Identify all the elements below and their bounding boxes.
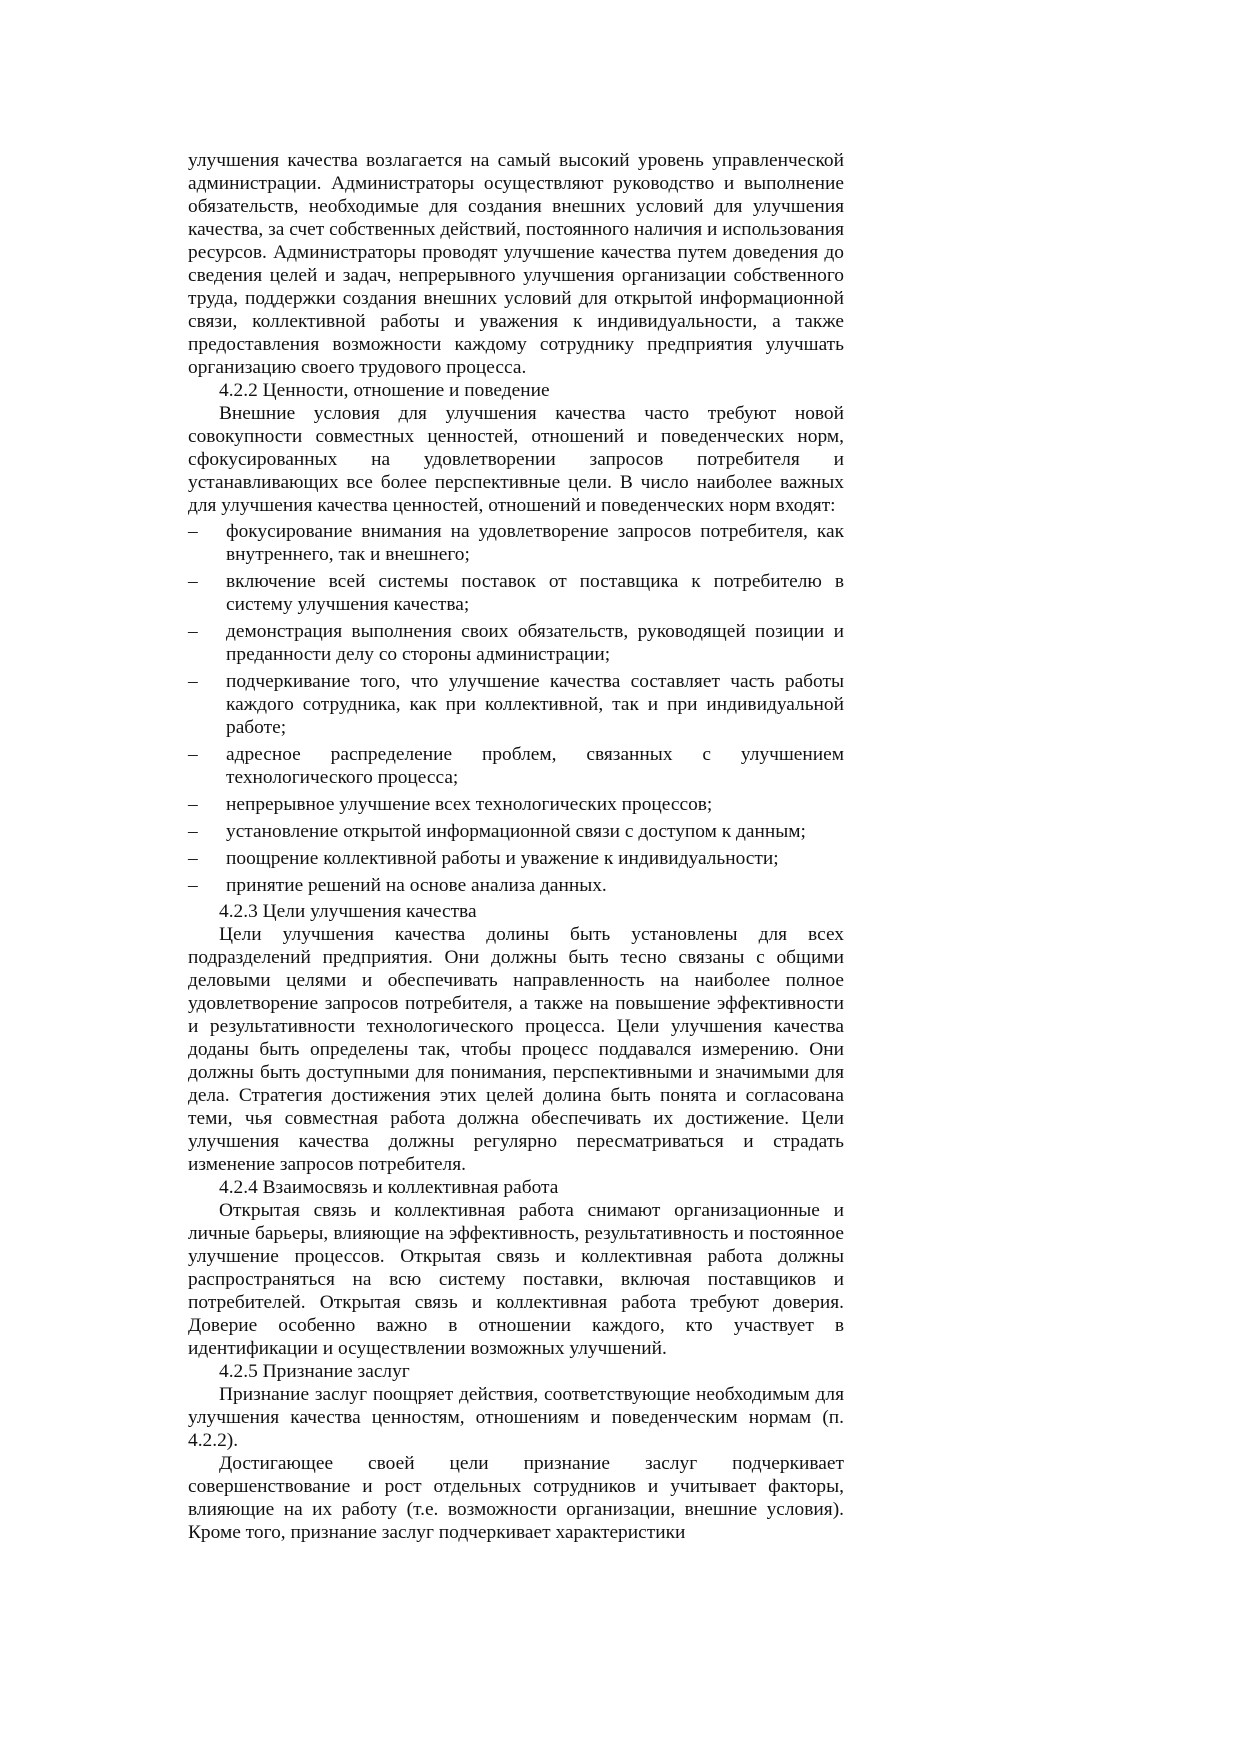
list-item (188, 620, 844, 666)
dash-bullet: – (188, 521, 198, 542)
values-list (188, 520, 844, 897)
section-heading-4-2-3: 4.2.3 Цели улучшения качества (219, 901, 477, 922)
list-item-text: включение всей системы поставок от поставщика к потребителю в систему улучшения качества; (226, 571, 844, 615)
list-item-text: принятие решений на основе анализа данных. (226, 875, 607, 896)
list-item (188, 570, 844, 616)
dash-bullet: – (188, 794, 198, 815)
dash-bullet: – (188, 744, 198, 765)
list-item-text: установление открытой информационной связи с доступом к данным; (226, 821, 806, 842)
list-item (188, 847, 844, 870)
dash-bullet: – (188, 821, 198, 842)
section-paragraph-4-2-5-a: Признание заслуг поощряет действия, соответствующие необходимым для улучшения качества ценностям, отношениям и поведенческим нормам (п. 4.2.2). (188, 1384, 844, 1451)
list-item (188, 820, 844, 843)
dash-bullet: – (188, 621, 198, 642)
section-paragraph-4-2-2: Внешние условия для улучшения качества часто требуют новой совокупности совместных ценностей, отношений и поведенческих норм, сфокусированных на удовлетворении запросов потребителя и устанавливающих все более перспективные цели. В число наиболее важных для улучшения качества ценностей, отношений и поведенческих норм входят: (188, 403, 844, 516)
list-item (188, 793, 844, 816)
section-heading-4-2-5: 4.2.5 Признание заслуг (219, 1361, 410, 1382)
list-item-text: фокусирование внимания на удовлетворение запросов потребителя, как внутреннего, так и внешнего; (226, 521, 844, 565)
section-heading-4-2-4: 4.2.4 Взаимосвязь и коллективная работа (219, 1177, 559, 1198)
dash-bullet: – (188, 848, 198, 869)
section-paragraph-4-2-3: Цели улучшения качества долины быть установлены для всех подразделений предприятия. Они должны быть тесно связаны с общими деловыми целями и обеспечивать направленность на наиболее полное удовлетворение запросов потребителя, а также на повышение эффективности и результативности технологического процесса. Цели улучшения качества доданы быть определены так, чтобы процесс поддавался измерению. Они должны быть доступными для понимания, перспективными и значимыми для дела. Стратегия достижения этих целей долина быть понята и согласована теми, чья совместная работа должна обеспечивать их достижение. Цели улучшения качества должны регулярно пересматриваться и страдать изменение запросов потребителя. (188, 924, 844, 1175)
list-item (188, 743, 844, 789)
list-item-text: адресное распределение проблем, связанных с улучшением технологического процесса; (226, 744, 844, 788)
list-item-text: подчеркивание того, что улучшение качества составляет часть работы каждого сотрудника, как при коллективной, так и при индивидуальной работе; (226, 671, 844, 738)
document-body (188, 149, 844, 1544)
dash-bullet: – (188, 571, 198, 592)
dash-bullet: – (188, 671, 198, 692)
intro-paragraph: улучшения качества возлагается на самый высокий уровень управленческой администрации. Администраторы осуществляют руководство и выполнение обязательств, необходимые для создания внешних условий для улучшения качества, за счет собственных действий, постоянного наличия и использования ресурсов. Администраторы проводят улучшение качества путем доведения до сведения целей и задач, непрерывного улучшения организации собственного труда, поддержки создания внешних условий для открытой информационной связи, коллективной работы и уважения к индивидуальности, а также предоставления возможности каждому сотруднику предприятия улучшать организацию своего трудового процесса. (188, 150, 845, 378)
values-list-container (188, 520, 844, 897)
list-item-text: непрерывное улучшение всех технологических процессов; (226, 794, 713, 815)
list-item-text: демонстрация выполнения своих обязательств, руководящей позиции и преданности делу со стороны администрации; (226, 621, 844, 665)
section-heading-4-2-2: 4.2.2 Ценности, отношение и поведение (219, 380, 550, 401)
section-paragraph-4-2-4: Открытая связь и коллективная работа снимают организационные и личные барьеры, влияющие на эффективность, результативность и постоянное улучшение процессов. Открытая связь и коллективная работа должны распространяться на всю систему поставки, включая поставщиков и потребителей. Открытая связь и коллективная работа требуют доверия. Доверие особенно важно в отношении каждого, кто участвует в идентификации и осуществлении возможных улучшений. (188, 1200, 844, 1359)
list-item (188, 670, 844, 739)
list-item (188, 520, 844, 566)
dash-bullet: – (188, 875, 198, 896)
list-item (188, 874, 844, 897)
list-item-text: поощрение коллективной работы и уважение к индивидуальности; (226, 848, 779, 869)
section-paragraph-4-2-5-b: Достигающее своей цели признание заслуг подчеркивает совершенствование и рост отдельных сотрудников и учитывает факторы, влияющие на их работу (т.е. возможности организации, внешние условия). Кроме того, признание заслуг подчеркивает характеристики (188, 1453, 844, 1543)
